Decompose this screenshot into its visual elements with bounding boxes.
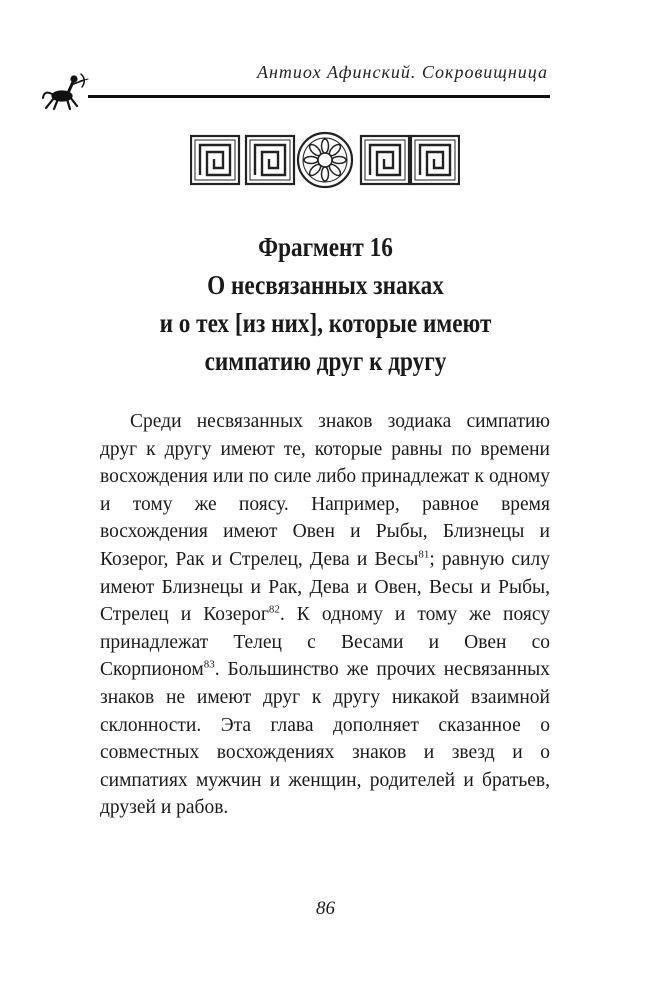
title-line: О несвязанных знаках: [207, 270, 444, 300]
title-line: симпатию друг к другу: [204, 346, 447, 376]
page-number: 86: [316, 898, 335, 919]
greek-key-rosette-ornament: [190, 130, 460, 190]
header-rule: [88, 95, 550, 98]
title-line: и о тех [из них], которые имеют: [159, 308, 492, 338]
text-run: . Большинство же прочих несвязанных знаков не имеют друг к другу никакой взаимной склонности. Эта глава дополняет сказанное о совместных восхождениях знаков и звезд и о симпатиях мужчин и женщин, родителей и братьев, друзей и рабов.: [100, 659, 550, 819]
text-run: Среди несвязанных знаков зодиака симпатию друг к другу имеют те, которые равны по времени восхождения или по силе либо принадлежат к одному и тому же поясу. Например, равное время восхождения имеют Овен и Рыбы, Близнецы и Козерог, Рак и Стрелец, Дева и Весы: [100, 411, 550, 570]
footnote-ref-81[interactable]: 81: [418, 548, 430, 561]
footnote-ref-82[interactable]: 82: [268, 603, 280, 616]
sagittarius-archer-icon: [40, 70, 90, 112]
running-header: Антиох Афинский. Сокровищница: [257, 62, 548, 82]
text-run: ; равную силу имеют Близнецы и Рак, Дева и Овен, Весы и Рыбы, Стрелец и Козерог: [100, 548, 550, 626]
text-run: . К одному и тому же поясу принадлежат Телец с Весами и Овен со Скорпионом: [100, 604, 550, 681]
paragraph: [100, 408, 550, 822]
title-line: Фрагмент 16: [258, 232, 393, 262]
body-paragraph: [100, 408, 550, 822]
fragment-title: [97, 228, 554, 380]
footnote-ref-83[interactable]: 83: [203, 658, 215, 671]
